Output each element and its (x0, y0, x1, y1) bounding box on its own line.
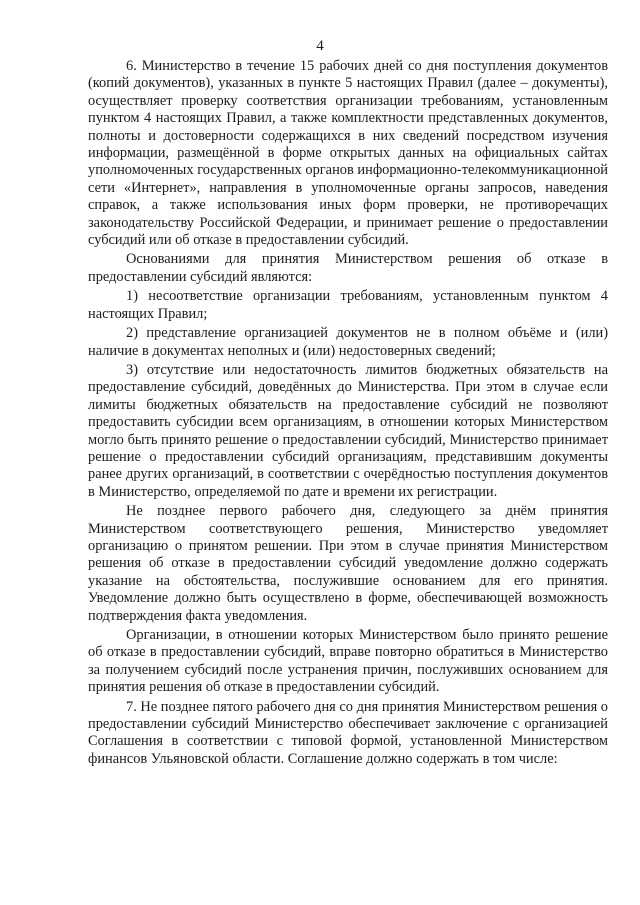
paragraph-refusal-grounds: Основаниями для принятия Министерством решения об отказе в предоставлении субсидий являются: (88, 251, 608, 285)
paragraph-ground-1: 1) несоответствие организации требованиям, установленным пунктом 4 настоящих Правил; (88, 288, 608, 322)
paragraph-ground-3: 3) отсутствие или недостаточность лимитов бюджетных обязательств на предоставление субсидий, доведённых до Министерства. При этом в случае если лимиты бюджетных обязательств на предоставление субсидий не позволяют предоставить субсидии всем организациям, в отношении которых Министерством могло быть принято решение о предоставлении субсидий, Министерство принимает решение о предоставлении субсидий организациям, представившим документы ранее других организаций, в соответствии с очерёдностью поступления документов в Министерство, определяемой по дате и времени их регистрации. (88, 361, 608, 500)
paragraph-notification: Не позднее первого рабочего дня, следующего за днём принятия Министерством соответствующего решения, Министерство уведомляет организацию о принятом решении. При этом в случае принятия Министерством решения об отказе в предоставлении субсидий уведомление должно содержать указание на обстоятельства, послужившие основанием для его принятия. Уведомление должно быть осуществлено в форме, обеспечивающей возможность подтверждения факта уведомления. (88, 503, 608, 624)
document-body (88, 58, 608, 768)
paragraph-ground-2: 2) представление организацией документов не в полном объёме и (или) наличие в документах неполных и (или) недостоверных сведений; (88, 325, 608, 359)
page-number: 4 (316, 38, 324, 54)
paragraph-item-6: 6. Министерство в течение 15 рабочих дней со дня поступления документов (копий документов), указанных в пункте 5 настоящих Правил (далее – документы), осуществляет проверку соответствия организации требованиям, установленным пунктом 4 настоящих Правил, а также комплектности представленных документов, полноты и достоверности содержащихся в них сведений посредством изучения информации, размещённой в форме открытых данных на официальных сайтах уполномоченных государственных органов информационно-телекоммуникационной сети «Интернет», направления в уполномоченные органы запросов, наведения справок, а также использования иных форм проверки, не противоречащих законодательству Российской Федерации, и принимает решение о предоставлении субсидий или об отказе в предоставлении субсидий. (88, 58, 608, 249)
paragraph-item-7: 7. Не позднее пятого рабочего дня со дня принятия Министерством решения о предоставлении субсидий Министерство обеспечивает заключение с организацией Соглашения в соответствии с типовой формой, установленной Министерством финансов Ульяновской области. Соглашение должно содержать в том числе: (88, 698, 608, 767)
paragraph-reapply: Организации, в отношении которых Министерством было принято решение об отказе в предоставлении субсидий, вправе повторно обратиться в Министерство за получением субсидий после устранения причин, послуживших основанием для принятия решения об отказе в предоставлении субсидий. (88, 627, 608, 696)
